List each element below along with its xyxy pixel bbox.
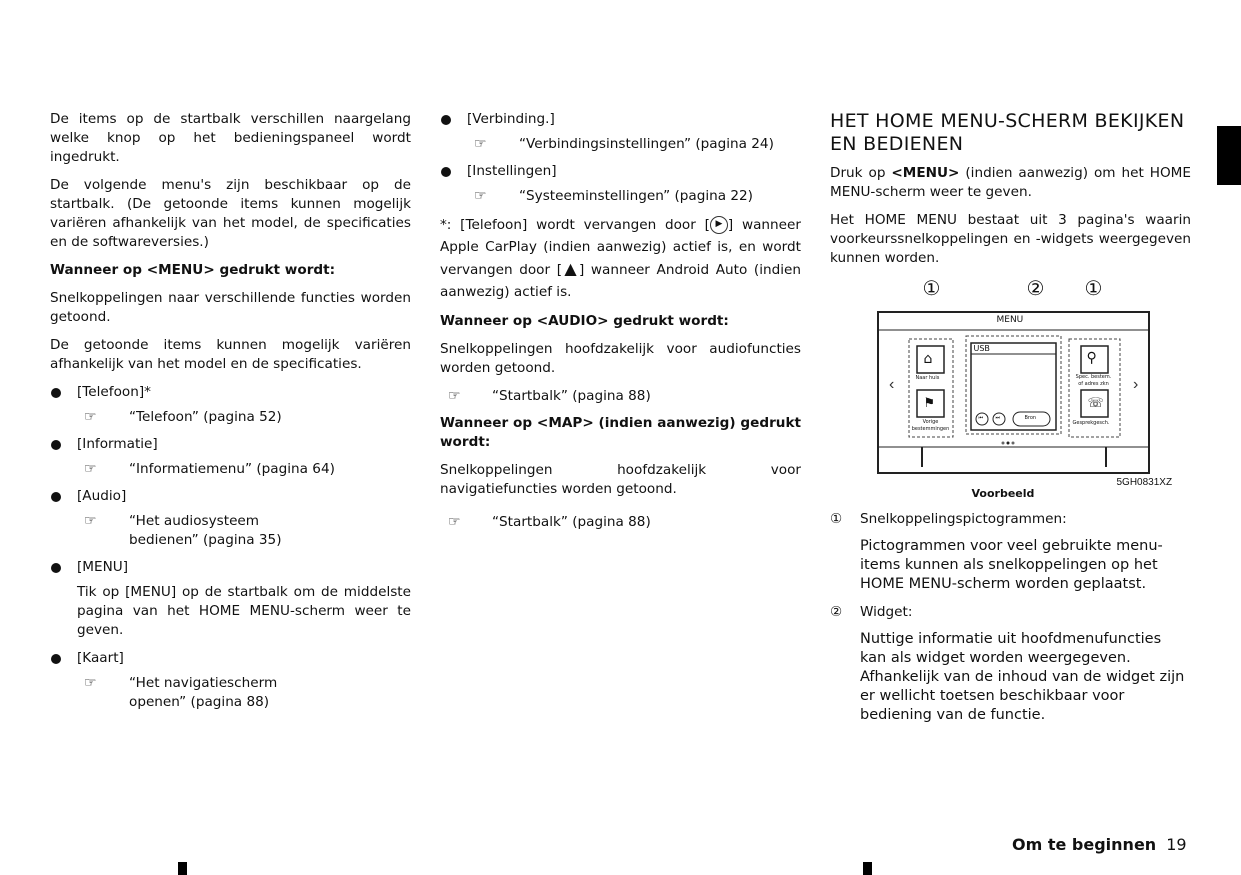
- bullet-item: [Kaart]: [50, 649, 411, 668]
- reference-text: “Telefoon” (pagina 52): [129, 409, 282, 425]
- reference-text: “Verbindingsinstellingen” (pagina 24): [519, 136, 774, 152]
- paragraph: Tik op [MENU] op de startbalk om de middelste pagina van het HOME MENU-scherm weer te geven.: [77, 584, 411, 638]
- paragraph: Snelkoppelingen hoofdzakelijk voor navigatiefuncties worden getoond.: [440, 462, 801, 497]
- pointing-hand-icon: ☞: [448, 514, 461, 530]
- numbered-item: [830, 603, 1191, 622]
- item-label: Snelkoppelingspictogrammen:: [860, 511, 1067, 527]
- page-reference[interactable]: [50, 674, 320, 712]
- bullet-item: [Telefoon]*: [50, 383, 411, 402]
- section-title: HET HOME MENU-SCHERM BEKIJKEN EN BEDIENEN: [830, 110, 1185, 155]
- subheading: Wanneer op <MENU> gedrukt wordt:: [50, 262, 336, 278]
- numbered-item: [830, 510, 1191, 529]
- flag-icon: ⚑: [923, 396, 936, 411]
- bullet-item: [Verbinding.]: [440, 110, 801, 129]
- page-reference[interactable]: [50, 460, 411, 479]
- pointing-hand-icon: ☞: [84, 513, 97, 529]
- callout-1: ①: [1084, 276, 1103, 300]
- pointing-hand-icon: ☞: [84, 461, 97, 477]
- paragraph: De volgende menu's zijn beschikbaar op de startbalk. (De getoonde items kunnen mogelijk variëren afhankelijk van het model, de specificaties en de softwareversies.): [50, 177, 411, 250]
- shortcut-label: Vorige bestemmingen: [911, 419, 950, 432]
- next-icon: ⏭: [995, 415, 1001, 421]
- phone-icon: ☏: [1087, 396, 1104, 411]
- pointing-hand-icon: ☞: [448, 388, 461, 404]
- reference-text: “Startbalk” (pagina 88): [492, 388, 651, 404]
- text: (indien aanwezig) om het HOME MENU-scherm weer te geven.: [830, 165, 1191, 200]
- page-footer: [1012, 835, 1187, 854]
- item-label: Widget:: [860, 604, 913, 620]
- bullet-item: [MENU]: [50, 558, 411, 577]
- bron-button: Bron: [1024, 415, 1037, 421]
- figure-code: 5GH0831XZ: [1116, 477, 1173, 488]
- left-column: [50, 110, 411, 720]
- home-menu-figure: [861, 276, 1173, 500]
- shortcut-label: Gesprekgesch.: [1072, 420, 1110, 426]
- paragraph: Nuttige informatie uit hoofdmenufuncties kan als widget worden weergegeven. Afhankelijk van de inhoud van de widget zijn er wellicht toetsen beschikbaar voor bediening van de functie.: [860, 631, 1185, 723]
- reference-text: “Startbalk” (pagina 88): [492, 514, 651, 530]
- page-reference[interactable]: [440, 513, 801, 532]
- footnote-text: ] wanneer Android Auto (indien aanwezig) actief is.: [440, 262, 801, 300]
- callout-2: ②: [1026, 276, 1045, 300]
- pointing-hand-icon: ☞: [474, 136, 487, 152]
- prev-icon: ⏮: [978, 415, 984, 421]
- right-column: [830, 110, 1191, 734]
- pointing-hand-icon: ☞: [474, 188, 487, 204]
- reference-text: “Informatiemenu” (pagina 64): [129, 461, 335, 477]
- paragraph: Snelkoppelingen hoofdzakelijk voor audiofuncties worden getoond.: [440, 341, 801, 376]
- page-reference[interactable]: [440, 187, 801, 206]
- pointing-hand-icon: ☞: [84, 409, 97, 425]
- svg-text:›: ›: [1132, 376, 1138, 393]
- svg-text:‹: ‹: [888, 376, 894, 393]
- bullet-item: [Audio]: [50, 487, 411, 506]
- page-reference[interactable]: [50, 408, 411, 427]
- paragraph: [830, 164, 1191, 202]
- usb-label: USB: [973, 344, 990, 353]
- carplay-icon: ▶: [710, 216, 728, 234]
- page-reference[interactable]: [440, 387, 801, 406]
- page-number: 19: [1166, 835, 1187, 854]
- home-menu-diagram: [861, 277, 1161, 492]
- item-number: ②: [830, 604, 843, 620]
- crop-mark: [863, 862, 872, 875]
- subheading: Wanneer op <MAP> (indien aanwezig) gedrukt wordt:: [440, 415, 801, 450]
- middle-column: [440, 110, 801, 540]
- shortcut-label: Spec. bestem. of adres zkn: [1075, 374, 1112, 387]
- footnote: [440, 214, 801, 303]
- home-icon: ⌂: [923, 351, 933, 367]
- paragraph: Het HOME MENU bestaat uit 3 pagina's waarin voorkeurssnelkoppelingen en -widgets weergegeven kunnen worden.: [830, 212, 1191, 266]
- paragraph: De getoonde items kunnen mogelijk variëren afhankelijk van het model en de specificaties.: [50, 337, 411, 372]
- footnote-text: *: [Telefoon] wordt vervangen door [: [440, 217, 710, 233]
- page-reference[interactable]: [440, 135, 801, 154]
- footnote-text: ] wanneer Apple CarPlay (indien aanwezig) actief is, en wordt vervangen door [: [440, 217, 801, 278]
- search-icon: ⚲: [1086, 350, 1097, 366]
- subheading: Wanneer op <AUDIO> gedrukt wordt:: [440, 313, 729, 329]
- bullet-item: [Instellingen]: [440, 162, 801, 181]
- crop-mark: [178, 862, 187, 875]
- reference-text: “Het navigatiescherm openen” (pagina 88): [129, 675, 278, 710]
- paragraph: De items op de startbalk verschillen naargelang welke knop op het bedieningspaneel wordt ingedrukt.: [50, 111, 411, 165]
- item-number: ①: [830, 511, 843, 527]
- section-name: Om te beginnen: [1012, 835, 1157, 854]
- text: Druk op: [830, 165, 892, 181]
- pointing-hand-icon: ☞: [84, 675, 97, 691]
- section-tab-marker: [1217, 126, 1241, 185]
- paragraph: Pictogrammen voor veel gebruikte menu-items kunnen als snelkoppelingen op het HOME MENU-scherm worden geplaatst.: [860, 538, 1163, 592]
- text: <MENU>: [891, 165, 960, 181]
- shortcut-label: Naar huis: [915, 375, 940, 381]
- reference-text: “Het audiosysteem bedienen” (pagina 35): [129, 513, 282, 548]
- figure-caption: Voorbeeld: [971, 487, 1035, 500]
- bullet-item: [Informatie]: [50, 435, 411, 454]
- paragraph: Snelkoppelingen naar verschillende functies worden getoond.: [50, 290, 411, 325]
- page-reference[interactable]: [50, 512, 320, 550]
- android-auto-icon: ▲: [562, 259, 579, 278]
- reference-text: “Systeeminstellingen” (pagina 22): [519, 188, 753, 204]
- callout-1: ①: [922, 276, 941, 300]
- menu-label: MENU: [996, 315, 1024, 325]
